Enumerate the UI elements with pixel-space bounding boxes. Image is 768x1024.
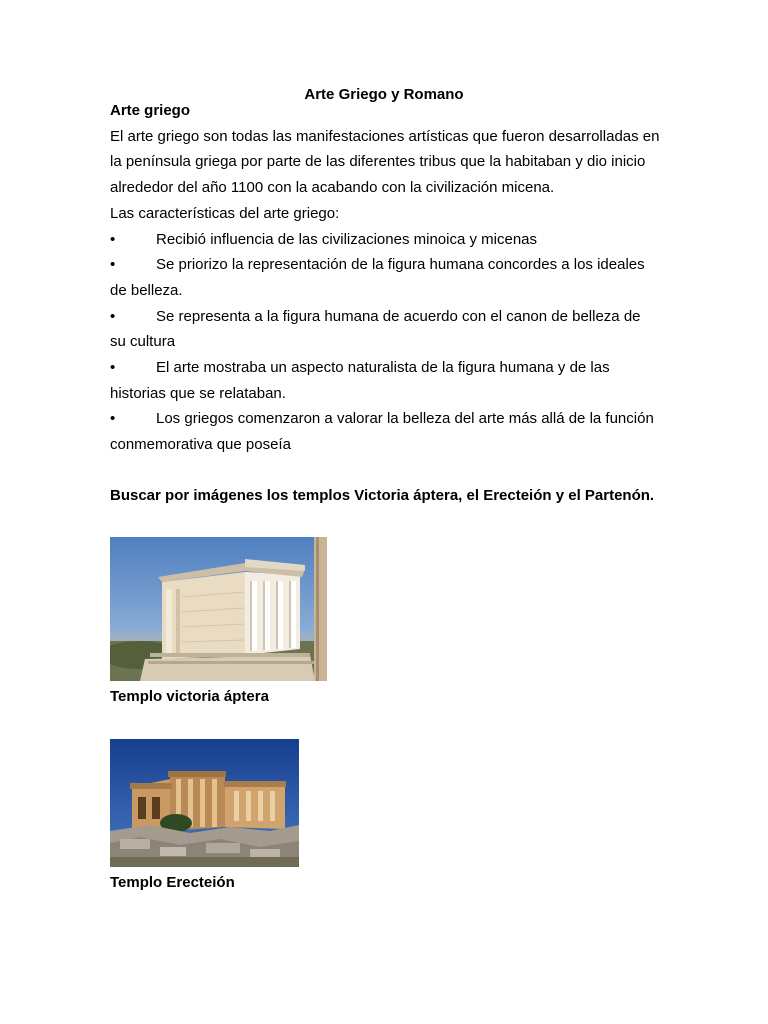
section-heading: Arte griego	[110, 102, 191, 119]
intro-paragraph: El arte griego son todas las manifestaciones artísticas que fueron desarrolladas en la península griega por parte de las diferentes tribus que la habitaban y dio inicio alrededor del año 1100 con la acabando con la civilización micena.	[110, 127, 660, 197]
list-item-text: Se representa a la figura humana de acuerdo con el canon de belleza de su cultura	[110, 307, 641, 351]
search-instruction: Buscar por imágenes los templos Victoria áptera, el Erecteión y el Partenón.	[110, 486, 655, 504]
erechtheion-photo	[110, 739, 299, 867]
bullet-icon: •	[110, 256, 116, 274]
list-item-text: El arte mostraba un aspecto naturalista de la figura humana y de las historias que se relataban.	[110, 359, 610, 402]
characteristics-label: Las características del arte griego:	[110, 204, 340, 222]
list-item-text: Se priorizo la representación de la figura humana concordes a los ideales de belleza.	[110, 256, 645, 299]
temple-nike-photo	[110, 537, 327, 681]
list-item	[110, 355, 660, 406]
document-body	[110, 98, 660, 509]
list-item-text: Recibió influencia de las civilizaciones minoica y micenas	[156, 230, 538, 248]
list-item	[110, 406, 660, 457]
list-item	[110, 304, 660, 355]
bullet-icon: •	[110, 230, 116, 248]
bullet-icon: •	[110, 410, 116, 428]
list-item	[110, 227, 660, 253]
bullet-icon: •	[110, 307, 116, 325]
caption-temple-nike: Templo victoria áptera	[110, 688, 269, 705]
erechtheion-image	[110, 739, 299, 867]
document-title: Arte Griego y Romano	[304, 86, 464, 103]
caption-erechtheion: Templo Erecteión	[110, 874, 235, 891]
list-item-text: Los griegos comenzaron a valorar la belleza del arte más allá de la función conmemorativa que poseía	[110, 410, 654, 454]
bullet-icon: •	[110, 359, 116, 377]
list-item	[110, 252, 660, 303]
temple-nike-image	[110, 537, 327, 681]
